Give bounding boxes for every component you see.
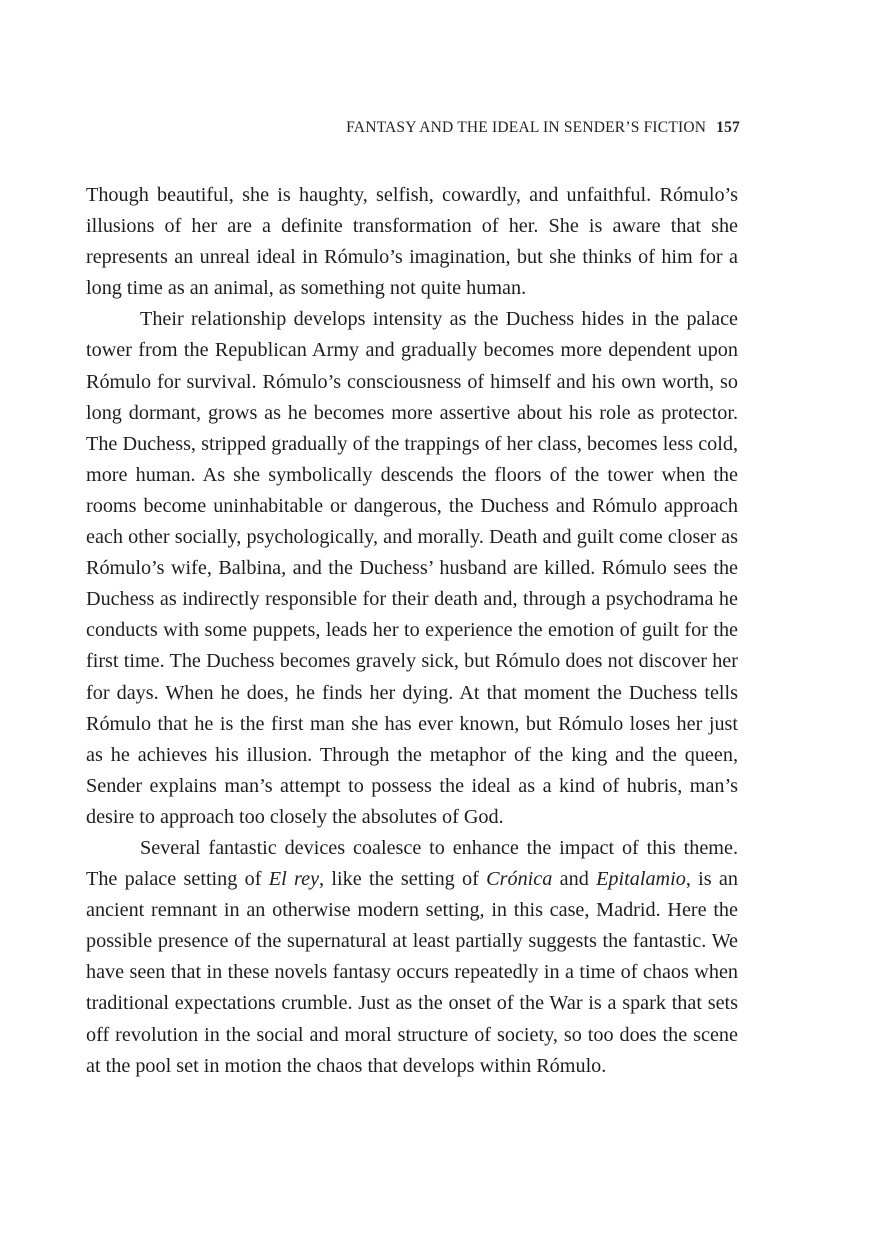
running-title: FANTASY AND THE IDEAL IN SENDER’S FICTION: [346, 119, 707, 136]
paragraph-2: Their relationship develops intensity as the Duchess hides in the palace tower from the Republican Army and gradually becomes more dependent upon Rómulo for survival. Rómulo’s consciousness of himself and his own worth, so long dormant, grows as he becomes more assertive about his role as protector. The Duchess, stripped gradually of the trappings of her class, becomes less cold, more human. As she symbolically descends the floors of the tower when the rooms become uninhabitable or dangerous, the Duchess and Rómulo approach each other socially, psychologically, and morally. Death and guilt come closer as Rómulo’s wife, Balbina, and the Duchess’ husband are killed. Rómulo sees the Duchess as indirectly responsible for their death and, through a psychodrama he conducts with some puppets, leads her to experience the emotion of guilt for the first time. The Duchess becomes gravely sick, but Rómulo does not discover her for days. When he does, he finds her dying. At that moment the Duchess tells Rómulo that he is the first man she has ever known, but Rómulo loses her just as he achieves his illusion. Through the metaphor of the king and the queen, Sender explains man’s attempt to possess the ideal as a kind of hubris, man’s desire to approach too closely the absolutes of God.: [86, 308, 738, 828]
running-head: [346, 119, 740, 137]
body-text: [86, 180, 738, 1082]
paragraph-3: [86, 833, 738, 1082]
book-title-epitalamio: Epitalamio: [596, 868, 686, 891]
paragraph-3-text-b: , like the setting of: [319, 868, 487, 891]
book-title-cronica: Crónica: [486, 868, 553, 891]
paragraph-3-text-d: , is an ancient remnant in an otherwise modern setting, in this case, Madrid. Here the possible presence of the supernatural at least partially suggests the fantastic. We have seen that in these novels fantasy occurs repeatedly in a time of chaos when traditional expectations crumble. Just as the onset of the War is a spark that sets off revolution in the social and moral structure of society, so too does the scene at the pool set in motion the chaos that develops within Rómulo.: [86, 868, 738, 1077]
book-title-el-rey: El rey: [268, 868, 320, 891]
paragraph-1: Though beautiful, she is haughty, selfish, cowardly, and unfaithful. Rómulo’s illusions of her are a definite transformation of her. She is aware that she represents an unreal ideal in Rómulo’s imagination, but she thinks of him for a long time as an animal, as something not quite human.: [86, 184, 738, 300]
paragraph-3-text-c: and: [552, 868, 597, 891]
page-number: 157: [716, 119, 740, 136]
paragraph-3-text-a: Several fantastic devices coalesce to enhance the impact of this theme. The palace setting of: [86, 836, 738, 891]
